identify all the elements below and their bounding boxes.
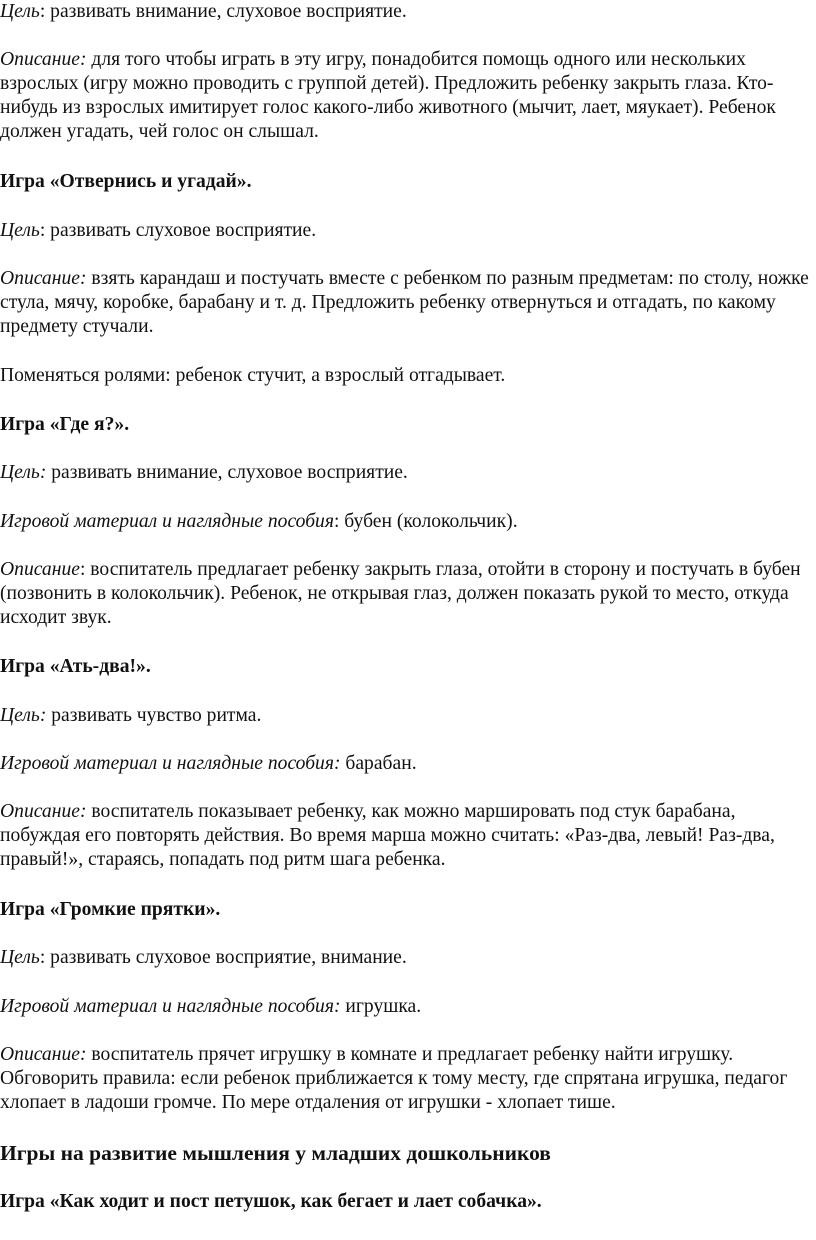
goal-text: : развивать внимание, слуховое восприятие.	[39, 1, 407, 22]
goal-paragraph	[0, 704, 812, 728]
description-text: : воспитатель предлагает ребенку закрыть глаза, отойти в сторону и постучать в бубен (позвонить в колокольчик). Ребенок, не открывая глаз, должен показать рукой то место, откуда исходит звук.	[0, 559, 801, 628]
description-paragraph	[0, 1043, 812, 1115]
description-label: Описание:	[0, 268, 87, 289]
material-label: Игровой материал и наглядные пособия:	[0, 753, 341, 774]
description-paragraph	[0, 48, 812, 144]
description-text: воспитатель показывает ребенку, как можно маршировать под стук барабана, побуждая его повторять действия. Во время марша можно считать: «Раз-два, левый! Раз-два, правый!», стараясь, попадать под ритм шага ребенка.	[0, 801, 775, 870]
material-paragraph	[0, 752, 812, 776]
material-text: барабан.	[340, 753, 417, 774]
goal-label: Цель	[0, 947, 40, 968]
game-title: Игра «Где я?».	[0, 414, 130, 435]
goal-label: Цель	[0, 220, 40, 241]
goal-text: развивать чувство ритма.	[46, 705, 262, 726]
goal-label: Цель:	[0, 705, 47, 726]
goal-text: : развивать слуховое восприятие, внимание.	[39, 947, 407, 968]
material-text: : бубен (колокольчик).	[333, 511, 518, 532]
goal-label: Цель:	[0, 462, 47, 483]
section-heading: Игры на развитие мышления у младших дошкольников	[0, 1141, 551, 1165]
description-label: Описание	[0, 559, 80, 580]
goal-paragraph	[0, 0, 812, 24]
material-label: Игровой материал и наглядные пособия	[0, 511, 334, 532]
description-label: Описание:	[0, 49, 87, 70]
goal-text: : развивать слуховое восприятие.	[39, 220, 317, 241]
game-title: Игра «Как ходит и пост петушок, как бегает и лает собачка».	[0, 1191, 542, 1212]
description-label: Описание:	[0, 801, 87, 822]
goal-paragraph	[0, 461, 812, 485]
description-text: взять карандаш и постучать вместе с ребенком по разным предметам: по столу, ножке стула, мячу, коробке, барабану и т. д. Предложить ребенку отвернуться и отгадать, по какому предмету стучали.	[0, 268, 809, 337]
description-paragraph	[0, 558, 812, 630]
material-paragraph	[0, 510, 812, 534]
description-text: для того чтобы играть в эту игру, понадобится помощь одного или нескольких взрослых (игру можно проводить с группой детей). Предложить ребенку закрыть глаза. Кто-нибудь из взрослых имитирует голос какого-либо животного (мычит, лает, мяукает). Ребенок должен угадать, чей голос он слышал.	[0, 49, 776, 142]
description-text: воспитатель прячет игрушку в комнате и предлагает ребенку найти игрушку. Обговорить правила: если ребенок приближается к тому месту, где спрятана игрушка, педагог хлопает в ладоши громче. По мере отдаления от игрушки - хлопает тише.	[0, 1044, 788, 1113]
role-swap-paragraph: Поменяться ролями: ребенок стучит, а взрослый отгадывает.	[0, 365, 506, 386]
game-title: Игра «Отвернись и угадай».	[0, 171, 252, 192]
description-paragraph	[0, 800, 812, 872]
material-label: Игровой материал и наглядные пособия:	[0, 996, 341, 1017]
goal-paragraph	[0, 946, 812, 970]
game-title: Игра «Ать-два!».	[0, 656, 151, 677]
material-paragraph	[0, 995, 812, 1019]
material-text: игрушка.	[340, 996, 422, 1017]
goal-text: развивать внимание, слуховое восприятие.	[46, 462, 408, 483]
description-label: Описание:	[0, 1044, 87, 1065]
goal-paragraph	[0, 219, 812, 243]
goal-label: Цель	[0, 1, 40, 22]
game-title: Игра «Громкие прятки».	[0, 899, 221, 920]
description-paragraph	[0, 267, 812, 339]
